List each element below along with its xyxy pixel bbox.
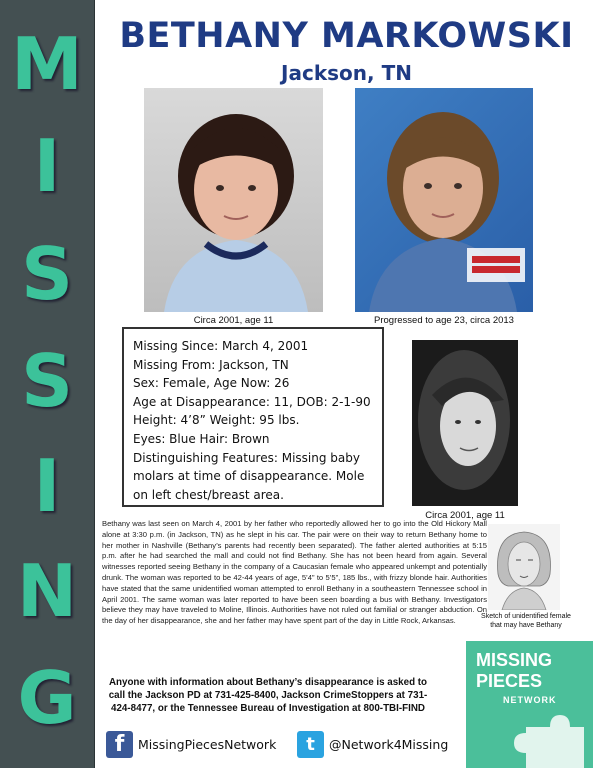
sex-age: Sex: Female, Age Now: 26 bbox=[133, 376, 290, 391]
logo-line-network: NETWORK bbox=[503, 695, 557, 705]
eyes-hair: Eyes: Blue Hair: Brown bbox=[133, 431, 270, 446]
contact-callout: Anyone with information about Bethany’s disappearance is asked to call the Jackson PD at 731-425-8400, Jackson CrimeStoppers at 731-424-8477, or the Tennessee Bureau of Investigation at 800-TBI-FIND bbox=[108, 677, 428, 715]
child-photo bbox=[144, 88, 323, 312]
missing-pieces-logo bbox=[466, 641, 593, 768]
facebook-icon: f bbox=[106, 731, 133, 758]
logo-line-pieces: PIECES bbox=[476, 671, 543, 691]
logo-line-missing: MISSING bbox=[476, 650, 553, 670]
page-title: BETHANY MARKOWSKI bbox=[119, 16, 574, 56]
location-subtitle: Jackson, TN bbox=[281, 61, 412, 85]
missing-since: Missing Since: March 4, 2001 bbox=[133, 339, 309, 353]
missing-from: Missing From: Jackson, TN bbox=[133, 357, 289, 372]
bw-photo-caption: Circa 2001, age 11 bbox=[425, 510, 505, 521]
age-at-disappearance: Age at Disappearance: 11, DOB: 2-1-90 bbox=[133, 394, 371, 409]
bw-photo bbox=[412, 340, 518, 506]
progressed-photo bbox=[355, 88, 533, 312]
facebook-handle: MissingPiecesNetwork bbox=[138, 737, 277, 752]
banner-letter-s2: S bbox=[21, 339, 73, 423]
banner-letter-m: M bbox=[11, 22, 83, 106]
banner-letter-g: G bbox=[17, 656, 77, 740]
details-box bbox=[122, 327, 384, 507]
sketch-caption bbox=[478, 612, 574, 630]
banner-letter-i2: I bbox=[33, 444, 61, 528]
distinguishing-features: Distinguishing Features: Missing baby molars at time of disappearance. Mole on left chest/breast area. bbox=[133, 450, 365, 502]
facebook-link[interactable] bbox=[106, 731, 276, 758]
missing-banner bbox=[0, 0, 95, 768]
sketch-caption-line2: that may have Bethany bbox=[490, 622, 562, 629]
banner-letter-s: S bbox=[21, 232, 73, 316]
sketch-caption-line1: Sketch of unidentified female bbox=[481, 613, 571, 620]
twitter-icon: t bbox=[297, 731, 324, 758]
puzzle-piece-icon bbox=[466, 641, 593, 768]
suspect-sketch bbox=[488, 524, 560, 610]
height-weight: Height: 4’8” Weight: 95 lbs. bbox=[133, 413, 300, 428]
case-summary: Bethany was last seen on March 4, 2001 by her father who reportedly allowed her to go into the Old Hickory Mall alone at 3:30 p.m. (in Jackson, TN) as he slept in his car. The pair were on their way to return Bethany home to her mother in Nashville (Bethany’s parents had recently been separated). The father alerted authorities at 5:15 p.m. after he had searched the mall and could not find Bethany. She has not been heard from again. Several witnesses reported seeing Bethany in the company of a Caucasian female who appeared unkempt and potentially drunk. The woman was reported to be 42-44 years of age, 5’4” to 5’5”, 185 lbs., with frizzy blonde hair. Authorities have stated that the same unidentified woman attempted to enroll Bethany in a southeastern Tennessee school in April 2001. The same woman was later reported to have been seen boarding a bus with Bethany. Investigators believe they may have traveled to Moline, Illinois. Authorities have not ruled out familial or stranger abduction. On the day of her disappearance, she and her father may have spent part of the day in Little Rock, Arkansas. bbox=[102, 519, 487, 626]
progressed-photo-caption: Progressed to age 23, circa 2013 bbox=[374, 315, 514, 326]
banner-letter-n: N bbox=[16, 549, 78, 633]
child-photo-caption: Circa 2001, age 11 bbox=[193, 315, 274, 326]
twitter-handle: @Network4Missing bbox=[329, 737, 449, 752]
twitter-link[interactable] bbox=[297, 731, 448, 758]
banner-letter-i: I bbox=[33, 124, 61, 208]
